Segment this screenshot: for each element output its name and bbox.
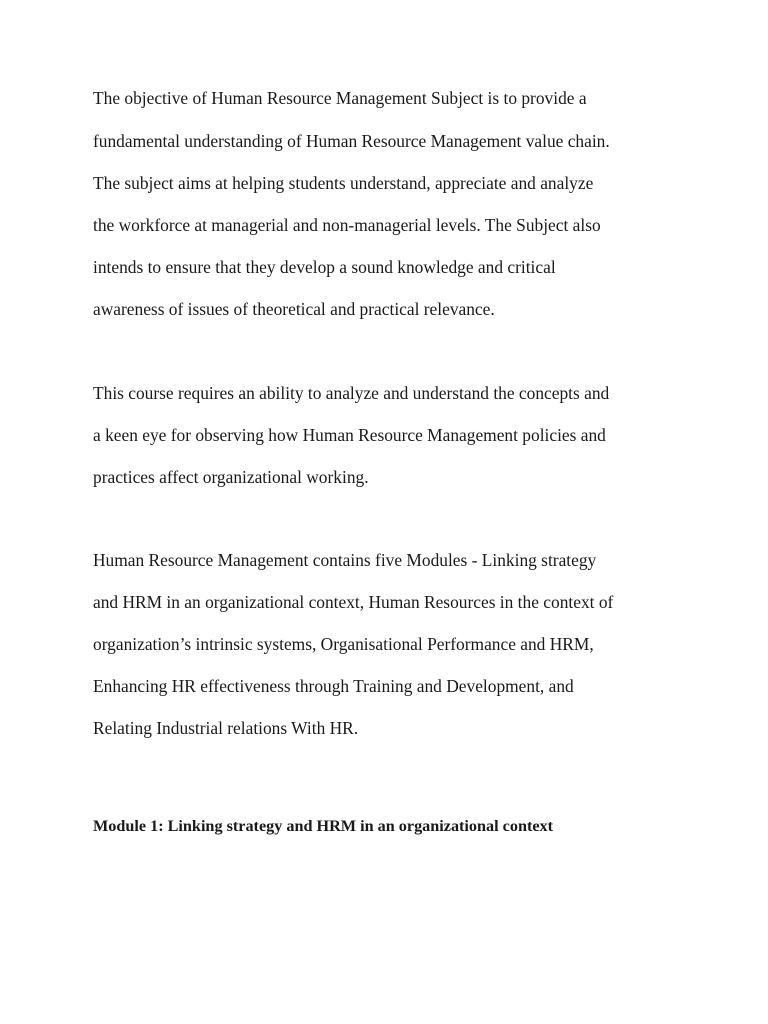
paragraph-line: a keen eye for observing how Human Resource Management policies and xyxy=(93,425,606,445)
paragraph-line: Enhancing HR effectiveness through Training and Development, and xyxy=(93,676,574,696)
paragraph-line: intends to ensure that they develop a sound knowledge and critical xyxy=(93,257,556,277)
paragraph-line: Relating Industrial relations With HR. xyxy=(93,718,359,738)
paragraph-line: The objective of Human Resource Management Subject is to provide a xyxy=(93,88,587,108)
module-heading: Module 1: Linking strategy and HRM in an organizational context xyxy=(93,817,554,835)
paragraph-line: organization’s intrinsic systems, Organisational Performance and HRM, xyxy=(93,634,594,654)
paragraph-line: This course requires an ability to analyze and understand the concepts and xyxy=(93,383,610,403)
paragraph-line: practices affect organizational working. xyxy=(93,467,369,487)
paragraph-line: Human Resource Management contains five Modules - Linking strategy xyxy=(93,550,597,570)
paragraph-line: The subject aims at helping students understand, appreciate and analyze xyxy=(93,173,594,193)
paragraph-line: awareness of issues of theoretical and practical relevance. xyxy=(93,299,495,319)
paragraph-line: fundamental understanding of Human Resource Management value chain. xyxy=(93,131,610,151)
paragraph-line: the workforce at managerial and non-managerial levels. The Subject also xyxy=(93,215,601,235)
paragraph-line: and HRM in an organizational context, Human Resources in the context of xyxy=(93,592,614,612)
